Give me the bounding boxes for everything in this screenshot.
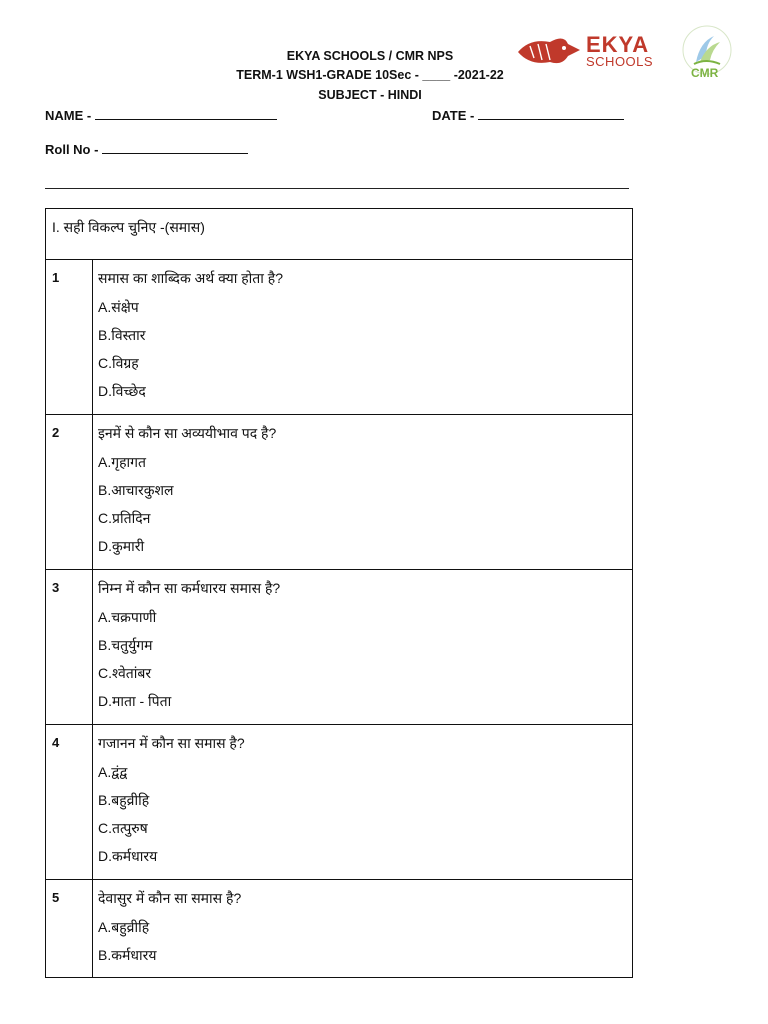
- ekya-logo-wordmark: EKYA: [586, 32, 650, 57]
- option-d[interactable]: D.कुमारी: [98, 538, 145, 554]
- question-text: गजानन में कौन सा समास है?: [98, 735, 245, 751]
- option-a[interactable]: A.चक्रपाणी: [98, 609, 157, 625]
- question-cell: [93, 725, 633, 880]
- ekya-schools-logo: [516, 30, 656, 80]
- option-b[interactable]: B.आचारकुशल: [98, 482, 174, 498]
- question-cell: [93, 880, 633, 978]
- question-row: [46, 725, 633, 880]
- date-blank[interactable]: [478, 109, 624, 120]
- roll-no-label: Roll No -: [45, 142, 103, 157]
- school-title: EKYA SCHOOLS / CMR NPS: [286, 49, 454, 63]
- question-cell: [93, 570, 633, 725]
- name-label: NAME -: [45, 108, 95, 123]
- option-c[interactable]: C.विग्रह: [98, 355, 139, 371]
- roll-no-blank[interactable]: [102, 143, 248, 154]
- cmr-logo: [676, 22, 738, 84]
- question-text: इनमें से कौन सा अव्ययीभाव पद है?: [98, 425, 277, 441]
- option-d[interactable]: D.माता - पिता: [98, 693, 172, 709]
- option-a[interactable]: A.बहुव्रीहि: [98, 919, 150, 935]
- section-title: I. सही विकल्प चुनिए -(समास): [52, 219, 205, 235]
- question-number: 2: [46, 415, 93, 570]
- option-d[interactable]: D.विच्छेद: [98, 383, 146, 399]
- cmr-logo-text: CMR: [691, 66, 719, 80]
- question-row: [46, 415, 633, 570]
- subject-line: SUBJECT - HINDI: [318, 88, 422, 102]
- question-text: देवासुर में कौन सा समास है?: [98, 890, 242, 906]
- question-table: [45, 208, 633, 978]
- question-number: 3: [46, 570, 93, 725]
- question-row: [46, 880, 633, 978]
- question-row: [46, 570, 633, 725]
- question-number: 5: [46, 880, 93, 978]
- option-a[interactable]: A.संक्षेप: [98, 299, 139, 315]
- question-text: निम्न में कौन सा कर्मधारय समास है?: [98, 580, 281, 596]
- option-b[interactable]: B.कर्मधारय: [98, 947, 157, 963]
- option-b[interactable]: B.चतुर्युगम: [98, 637, 153, 653]
- option-b[interactable]: B.विस्तार: [98, 327, 146, 343]
- section-title-cell: [46, 209, 633, 260]
- date-field[interactable]: [432, 108, 624, 123]
- name-blank[interactable]: [95, 109, 277, 120]
- option-d[interactable]: D.कर्मधारय: [98, 848, 158, 864]
- option-c[interactable]: C.प्रतिदिन: [98, 510, 151, 526]
- option-a[interactable]: A.द्वंद्व: [98, 764, 128, 780]
- question-row: [46, 260, 633, 415]
- question-cell: [93, 415, 633, 570]
- roll-no-field[interactable]: [45, 142, 248, 157]
- option-a[interactable]: A.गृहागत: [98, 454, 147, 470]
- separator-line: [45, 188, 629, 189]
- question-text: समास का शाब्दिक अर्थ क्या होता है?: [98, 270, 284, 286]
- ekya-logo-subtext: SCHOOLS: [586, 54, 654, 69]
- term-grade-line: TERM-1 WSH1-GRADE 10Sec - ____ -2021-22: [236, 68, 504, 82]
- option-c[interactable]: C.तत्पुरुष: [98, 820, 148, 836]
- option-b[interactable]: B.बहुव्रीहि: [98, 792, 150, 808]
- question-number: 4: [46, 725, 93, 880]
- question-number: 1: [46, 260, 93, 415]
- question-cell: [93, 260, 633, 415]
- date-label: DATE -: [432, 108, 478, 123]
- option-c[interactable]: C.श्वेतांबर: [98, 665, 152, 681]
- name-field[interactable]: [45, 108, 277, 123]
